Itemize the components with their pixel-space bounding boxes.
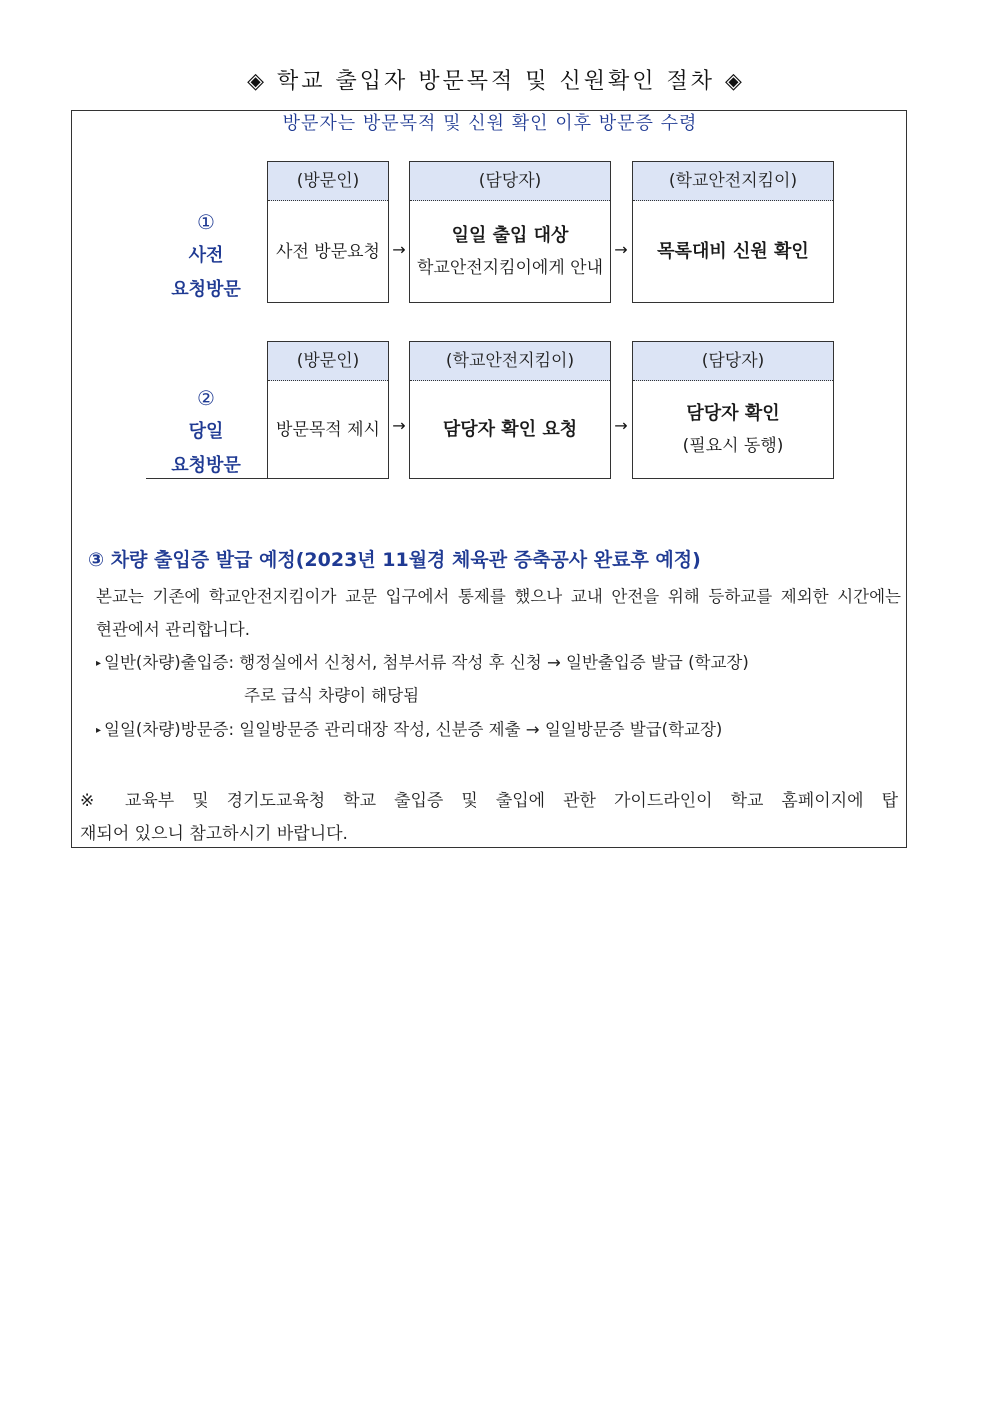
row2-step2-body: 담당자 확인 요청 [442,418,578,440]
row1-number: ① [197,210,215,234]
row1-step2-box [409,161,611,303]
row2-number: ② [197,386,215,410]
row1-step2-body-line2: 학교안전지킴이에게 안내 [416,257,604,278]
row1-step1-box [267,161,389,303]
row2-step2-box [409,341,611,479]
row1-label-line1: 사전 [188,245,224,266]
bullet1-text: 행정실에서 신청서, 첨부서류 작성 후 신청 → 일반출입증 발급 (학교장) [239,653,749,672]
row2-step3-body-line2: (필요시 동행) [682,435,784,456]
section3-bullet2 [96,714,901,747]
row1-step3-body: 목록대비 신원 확인 [657,240,809,262]
row1-step1-head: (방문인) [268,162,388,201]
page-title: ◈ 학교 출입자 방문목적 및 신원확인 절차 ◈ [247,69,745,94]
row2-step3-box [632,341,834,479]
row1-label-line2: 요청방문 [171,279,241,300]
section3-para-line2: 현관에서 관리합니다. [96,620,250,639]
row1-step3-box [632,161,834,303]
subtitle: 방문자는 방문목적 및 신원 확인 이후 방문증 수령 [282,113,698,134]
section3-para-line1: 본교는 기존에 학교안전지킴이가 교문 입구에서 통제를 했으나 교내 안전을 위해 등하교를 제외한 시간에는 [96,587,901,606]
row2-step2-head: (학교안전지킴이) [410,342,610,381]
row2-step1-box [267,341,389,479]
procedure-box [71,110,907,848]
section3-bullet1 [96,647,901,680]
bullet-triangle-icon: ▸ [96,724,102,736]
row2-step3-head: (담당자) [633,342,833,381]
note-line2: 재되어 있으니 참고하시기 바랍니다. [80,824,348,844]
row1-label [146,205,266,307]
row2-step1-head: (방문인) [268,342,388,381]
row1-step2-body-line1: 일일 출입 대상 [451,224,569,246]
section3-bullet1-sub: 주로 급식 차량이 해당됨 [244,686,420,705]
row1-step2-head: (담당자) [410,162,610,201]
row2-baseline [146,478,268,479]
note-line1: ※ 교육부 및 경기도교육청 학교 출입증 및 출입에 관한 가이드라인이 학교 홈페이지에 탑 [80,791,898,811]
bullet2-label: 일일(차량)방문증: [104,720,235,739]
section3-title: ③ 차량 출입증 발급 예정(2023년 11월경 체육관 증축공사 완료후 예정) [88,549,701,571]
row2-label-line1: 당일 [188,421,224,442]
row1-step3-head: (학교안전지킴이) [633,162,833,201]
row2-step3-body-line1: 담당자 확인 [686,402,780,424]
row2-arrow-1: → [392,416,406,435]
row2-arrow-2: → [614,416,628,435]
row2-step1-body: 방문목적 제시 [276,419,380,440]
row1-arrow-2: → [614,240,628,259]
row1-arrow-1: → [392,240,406,259]
row2-label [146,381,266,483]
bullet2-text: 일일방문증 관리대장 작성, 신분증 제출 → 일일방문증 발급(학교장) [239,720,723,739]
bullet1-label: 일반(차량)출입증: [104,653,235,672]
row1-step1-body: 사전 방문요청 [276,241,380,262]
bullet-triangle-icon: ▸ [96,657,102,669]
row2-label-line2: 요청방문 [171,455,241,476]
